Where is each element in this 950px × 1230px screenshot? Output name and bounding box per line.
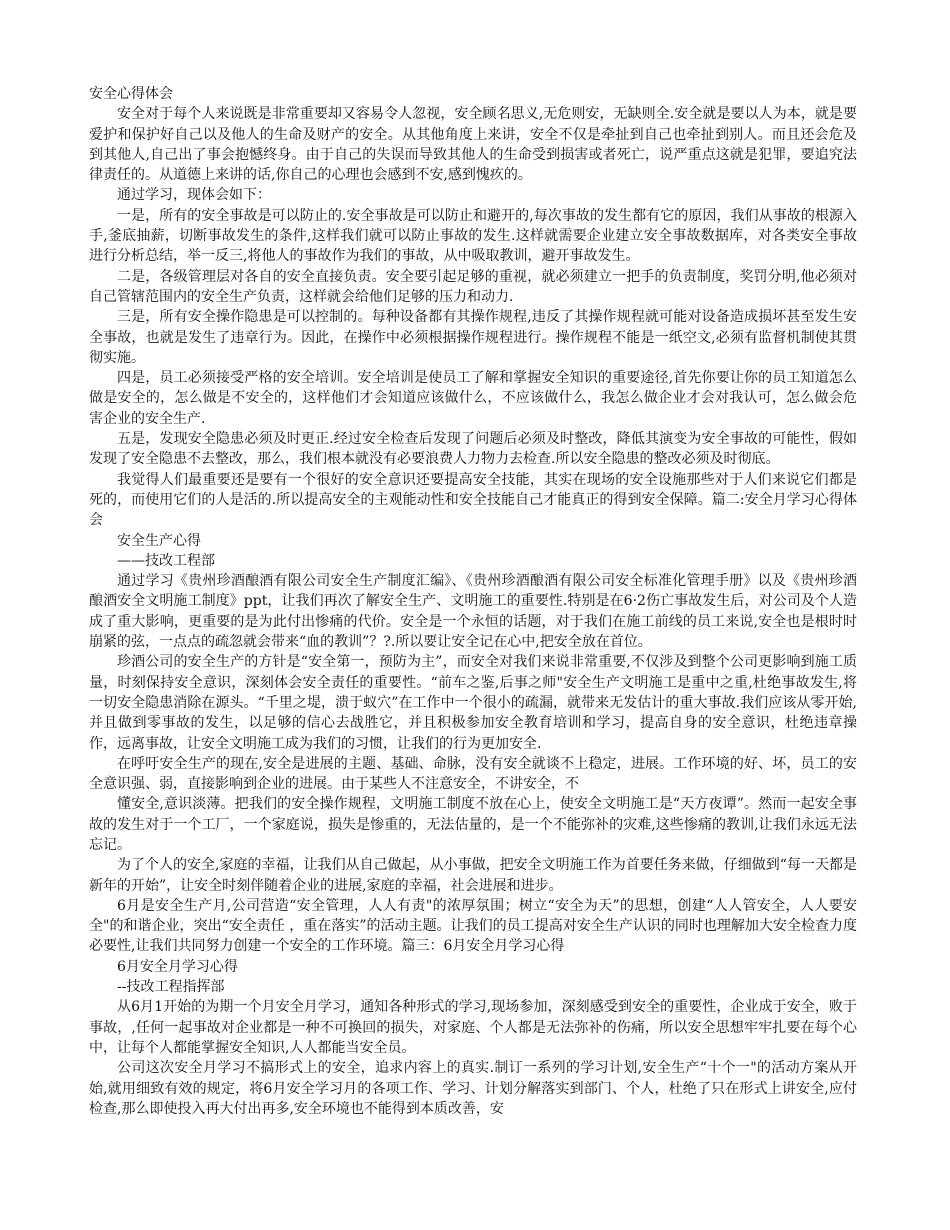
paragraph: 三是，所有安全操作隐患是可以控制的。每种设备都有其操作规程,违反了其操作规程就可能对设备造成损坏甚至发生安全事故，也就是发生了违章行为。因此，在操作中必须根据操作规程进行。操作规程不能是一纸空文,必须有监督机制使其贯彻实施。 bbox=[89, 309, 857, 366]
paragraph: 通过学习，现体会如下： bbox=[117, 187, 271, 204]
paragraph: 珍酒公司的安全生产的方针是“安全第一，预防为主”，而安全对我们来说非常重要,不仅涉及到整个公司更影响到施工质量，时刻保持安全意识，深刻体会安全责任的重要性。“前车之鉴,后事之师"安全生产文明施工是重中之重,杜绝事故发生,将一切安全隐患消除在源头。“千里之堤，溃于蚁穴”在工作中一个很小的疏漏，就带来无发估计的重大事故.我们应该从零开始,并且做到零事故的发生，以足够的信心去战胜它，并且积极参加安全教育培训和学习，提高自身的安全意识，杜绝违章操作，远离事故，让安全文明施工成为我们的习惯，让我们的行为更加安全. bbox=[89, 654, 857, 752]
paragraph: 一是，所有的安全事故是可以防止的.安全事故是可以防止和避开的,每次事故的发生都有它的原因，我们从事故的根源入手,釜底抽薪，切断事故发生的条件,这样我们就可以防止事故的发生.这样就需要企业建立安全事故数据库，对各类安全事故进行分析总结，举一反三,将他人的事故作为我们的事故，从中吸取教训，避开事故发生。 bbox=[89, 207, 857, 265]
paragraph: 安全对于每个人来说既是非常重要却又容易令人忽视，安全顾名思义,无危则安，无缺则全.安全就是要以人为本，就是要爱护和保护好自己以及他人的生命及财产的安全。从其他角度上来讲，安全不仅是牵扯到自己也牵扯到别人。而且还会危及到其他人,自己出了事会抱憾终身。由于自己的失误而导致其他人的生命受到损害或者死亡，说严重点这就是犯罪，要追究法律责任的。从道德上来讲的话,你自己的心理也会感到不安,感到愧疚的。 bbox=[89, 106, 857, 184]
paragraph: 6月是安全生产月,公司营造“安全管理，人人有责"的浓厚氛围；树立“安全为天”的思想，创建“人人管安全，人人要安全"的和谐企业，突出“安全责任 ，重在落实”的活动主题。让我们的员工提高对安全生产认识的同时也理解加大安全检查力度必要性,让我们共同努力创建一个安全的工作环境。篇三：6月安全月学习心得 bbox=[89, 897, 857, 955]
paragraph: 公司这次安全月学习不搞形式上的安全，追求内容上的真实.制订一系列的学习计划,安全生产“十个一"的活动方案从开始,就用细致有效的规定，将6月安全学习月的各项工作、学习、计划分解落实到部门、个人，杜绝了只在形式上讲安全,应付检查,那么即使投入再大付出再多,安全环境也不能得到本质改善，安 bbox=[89, 1060, 857, 1117]
document-title: 安全心得体会 bbox=[89, 86, 173, 102]
paragraph: 二是，各级管理层对各自的安全直接负责。安全要引起足够的重视，就必须建立一把手的负责制度，奖罚分明,他必须对自己管辖范围内的安全生产负责，这样就会给他们足够的压力和动力. bbox=[89, 268, 857, 305]
section-byline: ——技改工程部 bbox=[117, 552, 215, 569]
paragraph: 通过学习《贵州珍酒酿酒有限公司安全生产制度汇编》、《贵州珍酒酿酒有限公司安全标准化管理手册》以及《贵州珍酒酿酒安全文明施工制度》ppt，让我们再次了解安全生产、文明施工的重要性.特别是在6·2伤亡事故发生后，对公司及个人造成了重大影响，更重要的是为此付出惨痛的代价。安全是一个永恒的话题，对于我们在施工前线的员工来说,安全也是根时时崩紧的弦，一点点的疏忽就会带来“血的教训”？?.所以要让安全记在心中,把安全放在首位。 bbox=[89, 573, 857, 651]
section-heading: 6月安全月学习心得 bbox=[117, 958, 238, 975]
document-body bbox=[89, 84, 857, 1119]
paragraph: 四是，员工必须接受严格的安全培训。安全培训是使员工了解和掌握安全知识的重要途径,首先你要让你的员工知道怎么做是安全的，怎么做是不安全的，这样他们才会知道应该做什么，不应该做什么，我怎么做企业才会对我认可，怎么做会危害企业的安全生产. bbox=[89, 370, 857, 427]
section-heading: 安全生产心得 bbox=[117, 532, 201, 549]
paragraph: 懂安全,意识淡薄。把我们的安全操作规程，文明施工制度不放在心上，使安全文明施工是“天方夜谭”。然而一起安全事故的发生对于一个工厂，一个家庭说，损失是惨重的，无法估量的，是一个不能弥补的灾难,这些惨痛的教训,让我们永远无法忘记。 bbox=[89, 796, 857, 853]
paragraph: 从6月1开始的为期一个月安全月学习，通知各种形式的学习,现场参加，深刻感受到安全的重要性，企业成于安全，败于事故，,任何一起事故对企业都是一种不可换回的损失，对家庭、个人都是无法弥补的伤痛，所以安全思想牢牢扎要在每个心中，让每个人都能掌握安全知识,人人都能当安全员。 bbox=[89, 999, 857, 1056]
paragraph: 在呼吁安全生产的现在,安全是进展的主题、基础、命脉，没有安全就谈不上稳定，进展。工作环境的好、坏，员工的安全意识强、弱，直接影响到企业的进展。由于某些人不注意安全，不讲安全，不 bbox=[89, 755, 857, 793]
paragraph: 为了个人的安全,家庭的幸福，让我们从自己做起，从小事做，把安全文明施工作为首要任务来做，仔细做到“每一天都是新年的开始”，让安全时刻伴随着企业的进展,家庭的幸福，社会进展和进步。 bbox=[89, 857, 857, 894]
paragraph: 我觉得人们最重要还是要有一个很好的安全意识还要提高安全技能，其实在现场的安全设施那些对于人们来说它们都是死的，而使用它们的人是活的.所以提高安全的主观能动性和安全技能自己才能真正的得到安全保障。篇二:安全月学习心得体会 bbox=[89, 471, 857, 529]
section-byline: --技改工程指挥部 bbox=[117, 979, 225, 996]
paragraph: 五是，发现安全隐患必须及时更正.经过安全检查后发现了问题后必须及时整改，降低其演变为安全事故的可能性，假如发现了安全隐患不去整改，那么，我们根本就没有必要浪费人力物力去检查.所以安全隐患的整改必须及时彻底。 bbox=[89, 431, 857, 468]
